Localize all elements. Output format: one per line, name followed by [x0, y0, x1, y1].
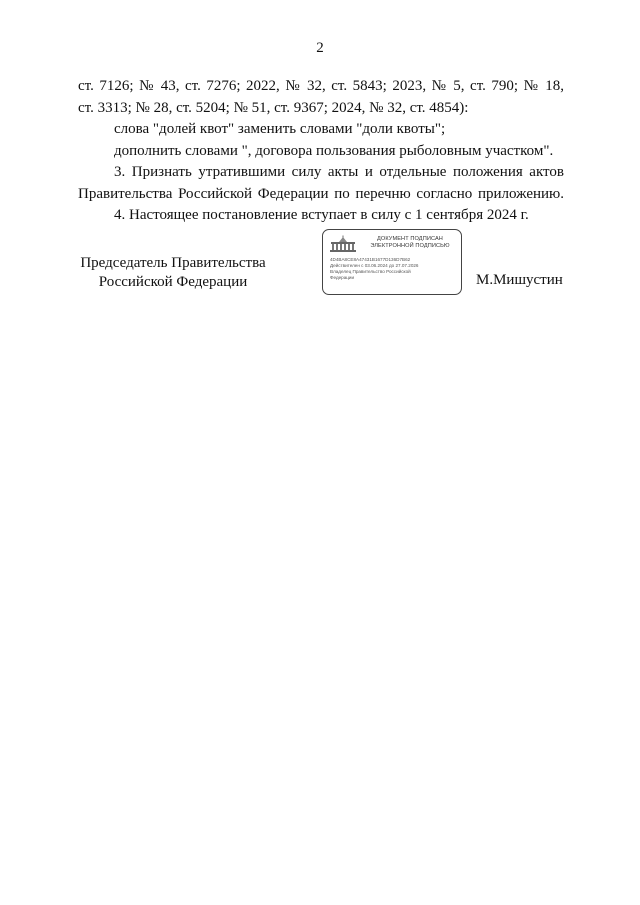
- stamp-header-line: ДОКУМЕНТ ПОДПИСАН: [377, 236, 443, 242]
- signatory-title-line: Председатель Правительства: [80, 255, 266, 271]
- stamp-owner: Владелец Правительство Российской: [330, 269, 411, 274]
- signatory-title-line: Российской Федерации: [98, 274, 248, 290]
- page-number: 2: [316, 40, 324, 56]
- body-text: [78, 76, 564, 227]
- paragraph-line: дополнить словами ", договора пользования рыболовным участком".: [114, 142, 554, 159]
- electronic-signature-stamp: [322, 229, 462, 295]
- stamp-owner: Федерации: [330, 275, 355, 280]
- stamp-header-line: ЭЛЕКТРОННОЙ ПОДПИСЬЮ: [370, 243, 450, 249]
- paragraph-line: слова "долей квот" заменить словами "доли квоты";: [114, 121, 446, 137]
- paragraph-line: 3. Признать утратившими силу акты и отдельные положения актов: [114, 164, 564, 180]
- paragraph-line: ст. 3313; № 28, ст. 5204; № 51, ст. 9367; 2024, № 32, ст. 4854):: [78, 99, 469, 116]
- stamp-header: [361, 236, 459, 250]
- paragraph-line: ст. 7126; № 43, ст. 7276; 2022, № 32, ст. 5843; 2023, № 5, ст. 790; № 18,: [78, 78, 564, 94]
- paragraph-line: Правительства Российской Федерации по перечню согласно приложению.: [78, 185, 564, 202]
- government-emblem-icon: [329, 235, 357, 253]
- signer-name: М.Мишустин: [476, 272, 563, 288]
- stamp-details: [330, 257, 458, 281]
- stamp-certificate: 4D4BA8CE8A47431B1677D136D7B62: [330, 257, 411, 262]
- paragraph-line: 4. Настоящее постановление вступает в силу с 1 сентября 2024 г.: [114, 207, 529, 223]
- stamp-validity: Действителен с 03.06.2024 до 27.07.2026: [330, 263, 419, 268]
- signatory-title: [78, 254, 268, 292]
